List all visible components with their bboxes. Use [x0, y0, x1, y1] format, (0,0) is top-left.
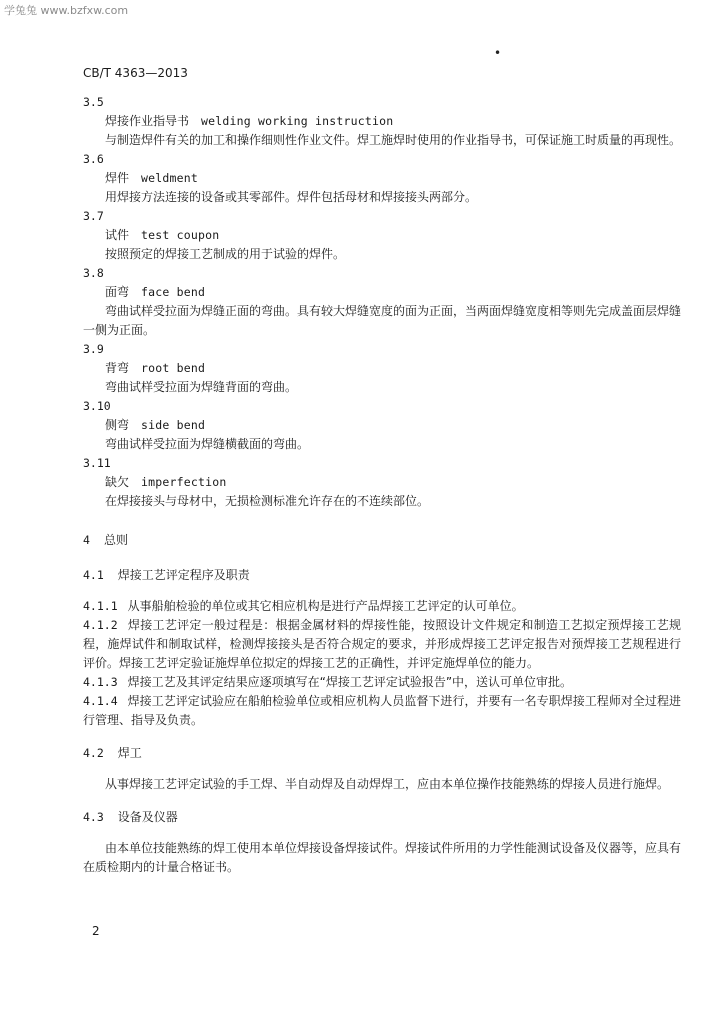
subsection-title: 设备及仪器: [117, 810, 178, 824]
term-number: 3.9: [83, 342, 104, 356]
term-zh: 背弯: [105, 361, 130, 375]
term-title: [83, 473, 681, 492]
subsection-heading: [83, 744, 681, 763]
term-definition: 弯曲试样受拉面为焊缝背面的弯曲。: [105, 380, 298, 394]
subsection-number: 4.2: [83, 746, 104, 760]
term-title: [83, 283, 681, 302]
document-body: [83, 93, 681, 877]
subsection-heading: [83, 808, 681, 827]
term-title: [83, 416, 681, 435]
clause-text: 焊接工艺评定试验应在船舶检验单位或相应机构人员监督下进行，并要有一名专职焊接工程师对全过程进行管理、指导及负责。: [83, 694, 681, 727]
paragraph: 由本单位技能熟练的焊工使用本单位焊接设备焊接试件。焊接试件所用的力学性能测试设备及仪器等，应具有在质检期内的计量合格证书。: [83, 841, 682, 874]
term-definition: 用焊接方法连接的设备或其零部件。焊件包括母材和焊接接头两部分。: [105, 190, 478, 204]
term-zh: 焊接作业指导书: [105, 114, 190, 128]
term-zh: 缺欠: [105, 475, 130, 489]
term-number: 3.10: [83, 399, 111, 413]
term-title: [83, 112, 681, 131]
term-number: 3.11: [83, 456, 111, 470]
clause-item: [83, 616, 681, 673]
watermark-text: 学兔兔 www.bzfxw.com: [4, 4, 129, 17]
subsection-number: 4.3: [83, 810, 104, 824]
term-en: root bend: [141, 361, 206, 375]
subsection-number: 4.1: [83, 568, 104, 582]
term-en: face bend: [141, 285, 206, 299]
clause-number: 4.1.1: [83, 599, 118, 613]
term-definition: 与制造焊件有关的加工和操作细则性作业文件。焊工施焊时使用的作业指导书，可保证施工时质量的再现性。: [105, 133, 682, 147]
term-number: 3.5: [83, 95, 104, 109]
clause-list: [83, 597, 681, 730]
term-en: test coupon: [141, 228, 220, 242]
section-number: 4: [83, 533, 90, 547]
term-en: welding working instruction: [201, 114, 394, 128]
term-entry: [83, 150, 681, 207]
term-zh: 试件: [105, 228, 130, 242]
term-entry: [83, 397, 681, 454]
clause-text: 从事船舶检验的单位或其它相应机构是进行产品焊接工艺评定的认可单位。: [127, 599, 524, 613]
term-en: imperfection: [141, 475, 227, 489]
term-entry: [83, 93, 681, 150]
term-zh: 面弯: [105, 285, 130, 299]
clause-item: [83, 673, 681, 692]
term-definition: 按照预定的焊接工艺制成的用于试验的焊件。: [105, 247, 346, 261]
term-title: [83, 169, 681, 188]
subsection-title: 焊工: [117, 746, 142, 760]
paragraph: 从事焊接工艺评定试验的手工焊、半自动焊及自动焊焊工，应由本单位操作技能熟练的焊接人员进行施焊。: [105, 777, 670, 791]
page-mark: •: [494, 46, 502, 60]
term-title: [83, 226, 681, 245]
term-definition: 弯曲试样受拉面为焊缝横截面的弯曲。: [105, 437, 310, 451]
clause-item: [83, 597, 681, 616]
term-zh: 焊件: [105, 171, 130, 185]
term-title: [83, 359, 681, 378]
term-number: 3.6: [83, 152, 104, 166]
term-number: 3.8: [83, 266, 104, 280]
term-entry: [83, 454, 681, 511]
section-title: 总则: [103, 533, 128, 547]
term-definition: 在焊接接头与母材中，无损检测标准允许存在的不连续部位。: [105, 494, 430, 508]
clause-text: 焊接工艺及其评定结果应逐项填写在“焊接工艺评定试验报告”中，送认可单位审批。: [127, 675, 573, 689]
term-number: 3.7: [83, 209, 104, 223]
clause-number: 4.1.4: [83, 694, 118, 708]
clause-number: 4.1.2: [83, 618, 118, 632]
term-zh: 侧弯: [105, 418, 130, 432]
term-entry: [83, 207, 681, 264]
clause-item: [83, 692, 681, 730]
standard-code: CB/T 4363—2013: [83, 66, 188, 80]
subsection-title: 焊接工艺评定程序及职责: [117, 568, 250, 582]
page-number: 2: [92, 924, 100, 938]
term-en: side bend: [141, 418, 206, 432]
section-heading: [83, 531, 681, 550]
term-entry: [83, 264, 681, 340]
subsection-heading: [83, 566, 681, 585]
clause-number: 4.1.3: [83, 675, 118, 689]
term-en: weldment: [141, 171, 199, 185]
clause-text: 焊接工艺评定一般过程是：根据金属材料的焊接性能，按照设计文件规定和制造工艺拟定预焊接工艺规程，施焊试件和制取试样，检测焊接接头是否符合规定的要求，并形成焊接工艺评定报告对预焊接工艺规程进行评价。焊接工艺评定验证施焊单位拟定的焊接工艺的正确性，并评定施焊单位的能力。: [83, 618, 681, 670]
term-entry: [83, 340, 681, 397]
term-definition: 弯曲试样受拉面为焊缝正面的弯曲。具有较大焊缝宽度的面为正面，当两面焊缝宽度相等则先完成盖面层焊缝一侧为正面。: [83, 304, 682, 337]
